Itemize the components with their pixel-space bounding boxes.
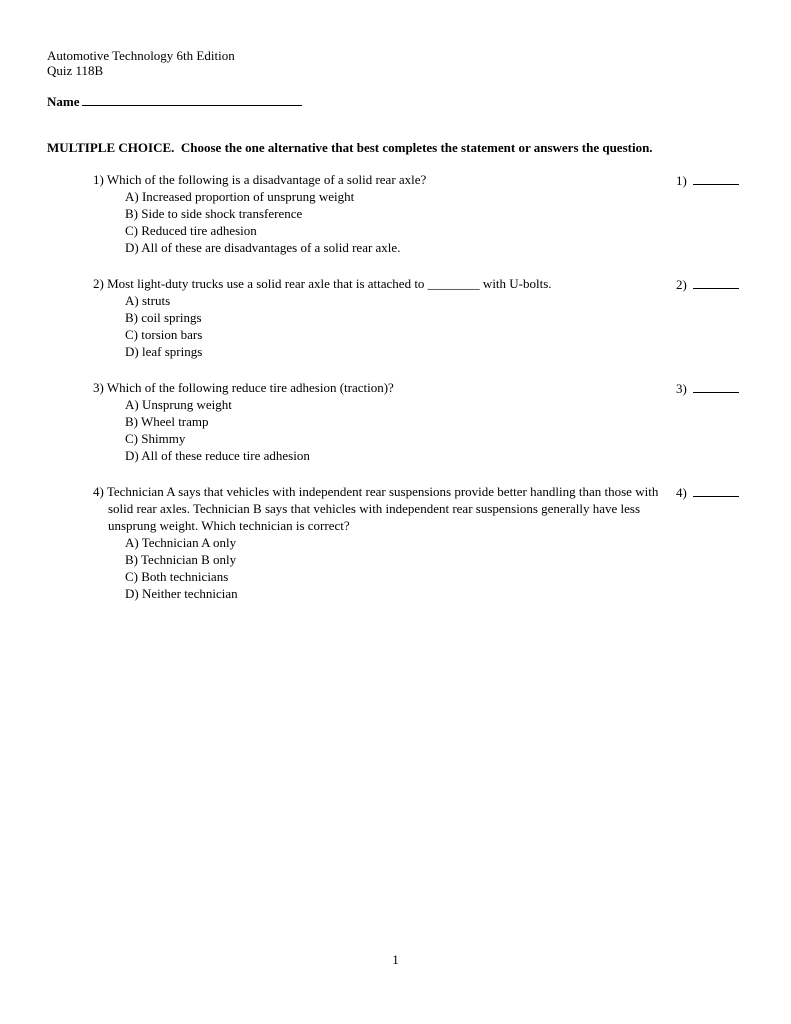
option-c xyxy=(125,430,663,447)
question-text xyxy=(47,483,663,534)
option-text: struts xyxy=(141,293,171,308)
question-stem: Technician A says that vehicles with independent rear suspensions provide better handling than those with solid rear axles. Technician B says that vehicles with independent rear suspensions generally have less unsprung weight. Which technician is correct? xyxy=(106,484,659,533)
document-header xyxy=(47,48,745,78)
option-text: Wheel tramp xyxy=(141,414,209,429)
option-text: Reduced tire adhesion xyxy=(141,223,257,238)
question-2-main xyxy=(47,275,663,360)
option-d xyxy=(125,239,663,256)
option-d xyxy=(125,447,663,464)
option-text: Increased proportion of unsprung weight xyxy=(141,189,355,204)
answer-number: 2) xyxy=(676,277,687,292)
question-3 xyxy=(47,379,745,464)
option-a xyxy=(125,188,663,205)
options-list xyxy=(47,396,663,464)
name-row xyxy=(47,92,745,110)
option-label: A) xyxy=(125,293,139,308)
option-label: A) xyxy=(125,397,139,412)
option-label: B) xyxy=(125,206,138,221)
option-text: All of these reduce tire adhesion xyxy=(141,448,310,463)
option-d xyxy=(125,343,663,360)
question-1 xyxy=(47,171,745,256)
option-a xyxy=(125,396,663,413)
question-text xyxy=(47,275,663,292)
option-text: coil springs xyxy=(141,310,202,325)
option-label: A) xyxy=(125,535,139,550)
answer-cell xyxy=(676,379,739,397)
option-text: Technician A only xyxy=(141,535,237,550)
option-label: D) xyxy=(125,240,139,255)
options-list xyxy=(47,188,663,256)
answer-blank-line xyxy=(693,379,739,393)
option-c xyxy=(125,568,663,585)
answer-number: 4) xyxy=(676,485,687,500)
name-blank-line xyxy=(82,92,302,106)
option-label: C) xyxy=(125,569,138,584)
option-label: D) xyxy=(125,448,139,463)
question-2 xyxy=(47,275,745,360)
option-text: Neither technician xyxy=(141,586,238,601)
options-list xyxy=(47,534,663,602)
options-list xyxy=(47,292,663,360)
option-b xyxy=(125,551,663,568)
option-label: C) xyxy=(125,223,138,238)
option-text: Shimmy xyxy=(141,431,186,446)
option-c xyxy=(125,326,663,343)
header-title: Automotive Technology 6th Edition xyxy=(47,48,235,63)
question-number: 1) xyxy=(93,172,104,187)
option-label: B) xyxy=(125,414,138,429)
option-text: Technician B only xyxy=(141,552,237,567)
option-label: D) xyxy=(125,344,139,359)
option-d xyxy=(125,585,663,602)
question-3-main xyxy=(47,379,663,464)
instructions-text: MULTIPLE CHOICE. Choose the one alternative that best completes the statement or answers the question. xyxy=(47,140,653,155)
option-text: Unsprung weight xyxy=(141,397,232,412)
option-text: Both technicians xyxy=(141,569,229,584)
answer-cell xyxy=(676,483,739,501)
option-b xyxy=(125,205,663,222)
answer-number: 1) xyxy=(676,173,687,188)
question-number: 3) xyxy=(93,380,104,395)
option-text: torsion bars xyxy=(141,327,203,342)
question-number: 4) xyxy=(93,484,104,499)
question-1-main xyxy=(47,171,663,256)
question-text xyxy=(47,379,663,396)
name-label: Name xyxy=(47,94,80,109)
option-a xyxy=(125,292,663,309)
header-subtitle: Quiz 118B xyxy=(47,63,104,78)
option-label: C) xyxy=(125,431,138,446)
option-text: Side to side shock transference xyxy=(141,206,303,221)
option-c xyxy=(125,222,663,239)
answer-number: 3) xyxy=(676,381,687,396)
question-4 xyxy=(47,483,745,602)
question-text xyxy=(47,171,663,188)
question-number: 2) xyxy=(93,276,104,291)
option-text: leaf springs xyxy=(141,344,203,359)
option-text: All of these are disadvantages of a solid rear axle. xyxy=(141,240,401,255)
question-stem: Which of the following is a disadvantage of a solid rear axle? xyxy=(106,172,427,187)
answer-blank-line xyxy=(693,483,739,497)
questions-list xyxy=(47,171,745,602)
page-number: 1 xyxy=(392,952,399,967)
question-stem: Which of the following reduce tire adhesion (traction)? xyxy=(106,380,394,395)
option-label: C) xyxy=(125,327,138,342)
question-stem: Most light-duty trucks use a solid rear axle that is attached to ________ with U-bolts. xyxy=(107,276,552,291)
option-label: B) xyxy=(125,552,138,567)
option-label: A) xyxy=(125,189,139,204)
option-label: B) xyxy=(125,310,138,325)
answer-blank-line xyxy=(693,275,739,289)
answer-cell xyxy=(676,171,739,189)
answer-blank-line xyxy=(693,171,739,185)
question-4-main xyxy=(47,483,663,602)
answer-cell xyxy=(676,275,739,293)
option-b xyxy=(125,413,663,430)
option-a xyxy=(125,534,663,551)
option-b xyxy=(125,309,663,326)
option-label: D) xyxy=(125,586,139,601)
